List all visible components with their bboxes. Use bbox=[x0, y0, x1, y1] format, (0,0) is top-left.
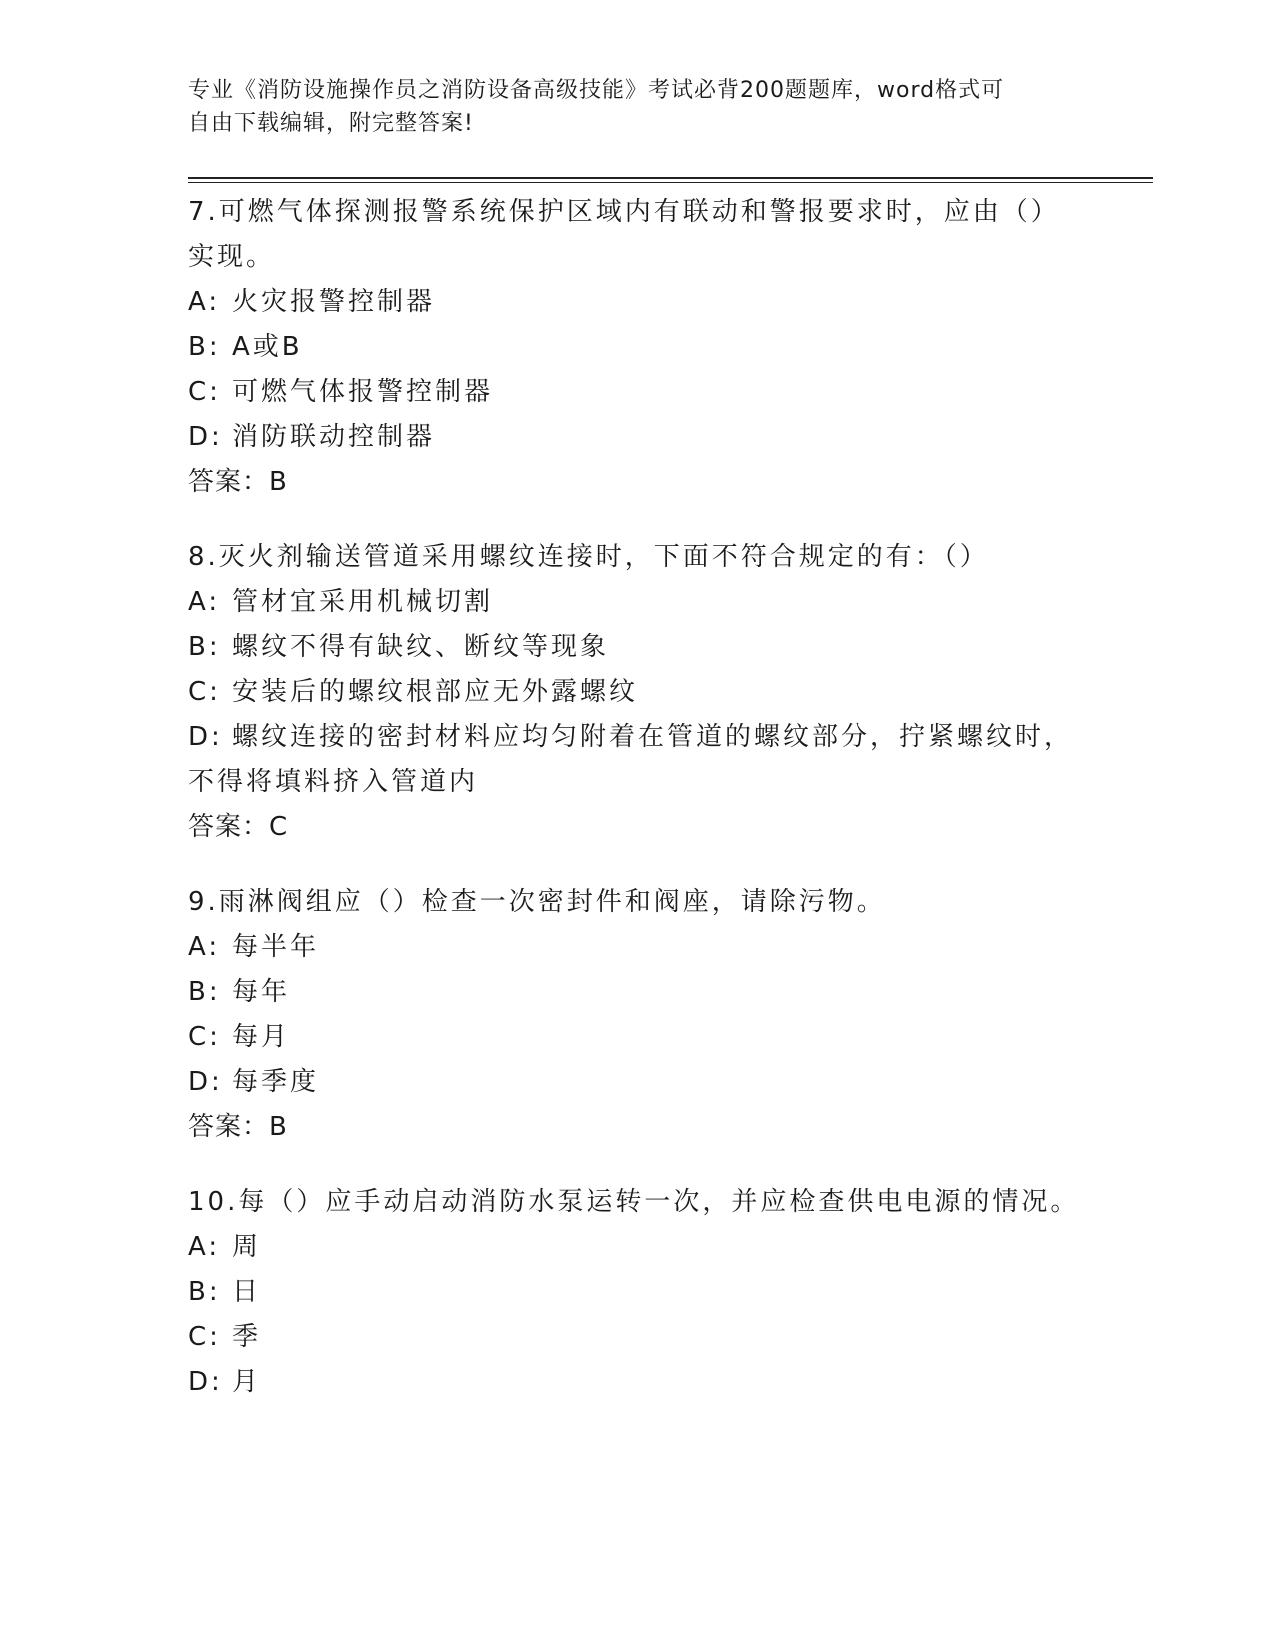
option-text: 月 bbox=[232, 1367, 262, 1397]
option-d-continuation: 不得将填料挤入管道内 bbox=[188, 767, 479, 797]
question-stem: 9.雨淋阀组应（）检查一次密封件和阀座，请除污物。 bbox=[188, 887, 886, 917]
option-letter: C: bbox=[188, 1022, 221, 1052]
header-line-2: 自由下载编辑，附完整答案! bbox=[188, 111, 474, 136]
option-text: 螺纹不得有缺纹、断纹等现象 bbox=[232, 632, 610, 662]
option-text: 季 bbox=[232, 1322, 262, 1352]
header-divider-thick bbox=[188, 177, 1153, 179]
question-stem: 10.每（）应手动启动消防水泵运转一次，并应检查供电电源的情况。 bbox=[188, 1187, 1080, 1217]
option-text: 消防联动控制器 bbox=[232, 422, 436, 452]
option-letter: C: bbox=[188, 1322, 221, 1352]
question-10 bbox=[188, 1180, 1108, 1405]
question-stem: 7.可燃气体探测报警系统保护区域内有联动和警报要求时，应由（） bbox=[188, 197, 1060, 227]
question-9 bbox=[188, 880, 1108, 1150]
option-letter: A: bbox=[188, 587, 221, 617]
option-a bbox=[188, 580, 1108, 625]
option-letter: B: bbox=[188, 1277, 221, 1307]
question-stem: 8.灭火剂输送管道采用螺纹连接时，下面不符合规定的有：（） bbox=[188, 542, 989, 572]
question-7 bbox=[188, 190, 1108, 505]
option-text: 安装后的螺纹根部应无外露螺纹 bbox=[232, 677, 639, 707]
option-c bbox=[188, 670, 1108, 715]
option-text: 可燃气体报警控制器 bbox=[232, 377, 494, 407]
option-text: 周 bbox=[232, 1232, 262, 1262]
option-text: 每月 bbox=[232, 1022, 291, 1052]
option-text: A或B bbox=[232, 332, 303, 362]
option-letter: C: bbox=[188, 677, 221, 707]
header-line-1: 专业《消防设施操作员之消防设备高级技能》考试必背200题题库，word格式可 bbox=[188, 78, 1005, 103]
option-b bbox=[188, 970, 1108, 1015]
option-letter: B: bbox=[188, 332, 221, 362]
option-text: 每年 bbox=[232, 977, 291, 1007]
option-letter: B: bbox=[188, 632, 221, 662]
option-d bbox=[188, 715, 1108, 760]
answer-label: 答案：B bbox=[188, 467, 288, 497]
option-d bbox=[188, 1360, 1108, 1405]
option-letter: D: bbox=[188, 1367, 223, 1397]
document-header bbox=[188, 74, 1068, 140]
option-a bbox=[188, 925, 1108, 970]
question-8 bbox=[188, 535, 1108, 850]
option-c bbox=[188, 370, 1108, 415]
option-letter: D: bbox=[188, 1067, 223, 1097]
option-c bbox=[188, 1015, 1108, 1060]
header-divider-thin bbox=[188, 182, 1153, 183]
question-list bbox=[188, 190, 1108, 1435]
option-text: 日 bbox=[232, 1277, 262, 1307]
option-letter: A: bbox=[188, 1232, 221, 1262]
option-a bbox=[188, 280, 1108, 325]
option-letter: A: bbox=[188, 287, 221, 317]
option-text: 每季度 bbox=[232, 1067, 320, 1097]
answer-label: 答案：C bbox=[188, 812, 289, 842]
option-letter: D: bbox=[188, 422, 223, 452]
option-letter: C: bbox=[188, 377, 221, 407]
option-c bbox=[188, 1315, 1108, 1360]
option-a bbox=[188, 1225, 1108, 1270]
option-text: 火灾报警控制器 bbox=[232, 287, 436, 317]
option-d bbox=[188, 1060, 1108, 1105]
option-text: 每半年 bbox=[232, 932, 320, 962]
option-text: 管材宜采用机械切割 bbox=[232, 587, 494, 617]
question-stem-cont: 实现。 bbox=[188, 242, 276, 272]
option-text: 螺纹连接的密封材料应均匀附着在管道的螺纹部分，拧紧螺纹时， bbox=[232, 722, 1074, 752]
option-letter: B: bbox=[188, 977, 221, 1007]
option-b bbox=[188, 625, 1108, 670]
answer-label: 答案：B bbox=[188, 1112, 288, 1142]
option-d bbox=[188, 415, 1108, 460]
option-b bbox=[188, 325, 1108, 370]
option-b bbox=[188, 1270, 1108, 1315]
option-letter: A: bbox=[188, 932, 221, 962]
option-letter: D: bbox=[188, 722, 223, 752]
